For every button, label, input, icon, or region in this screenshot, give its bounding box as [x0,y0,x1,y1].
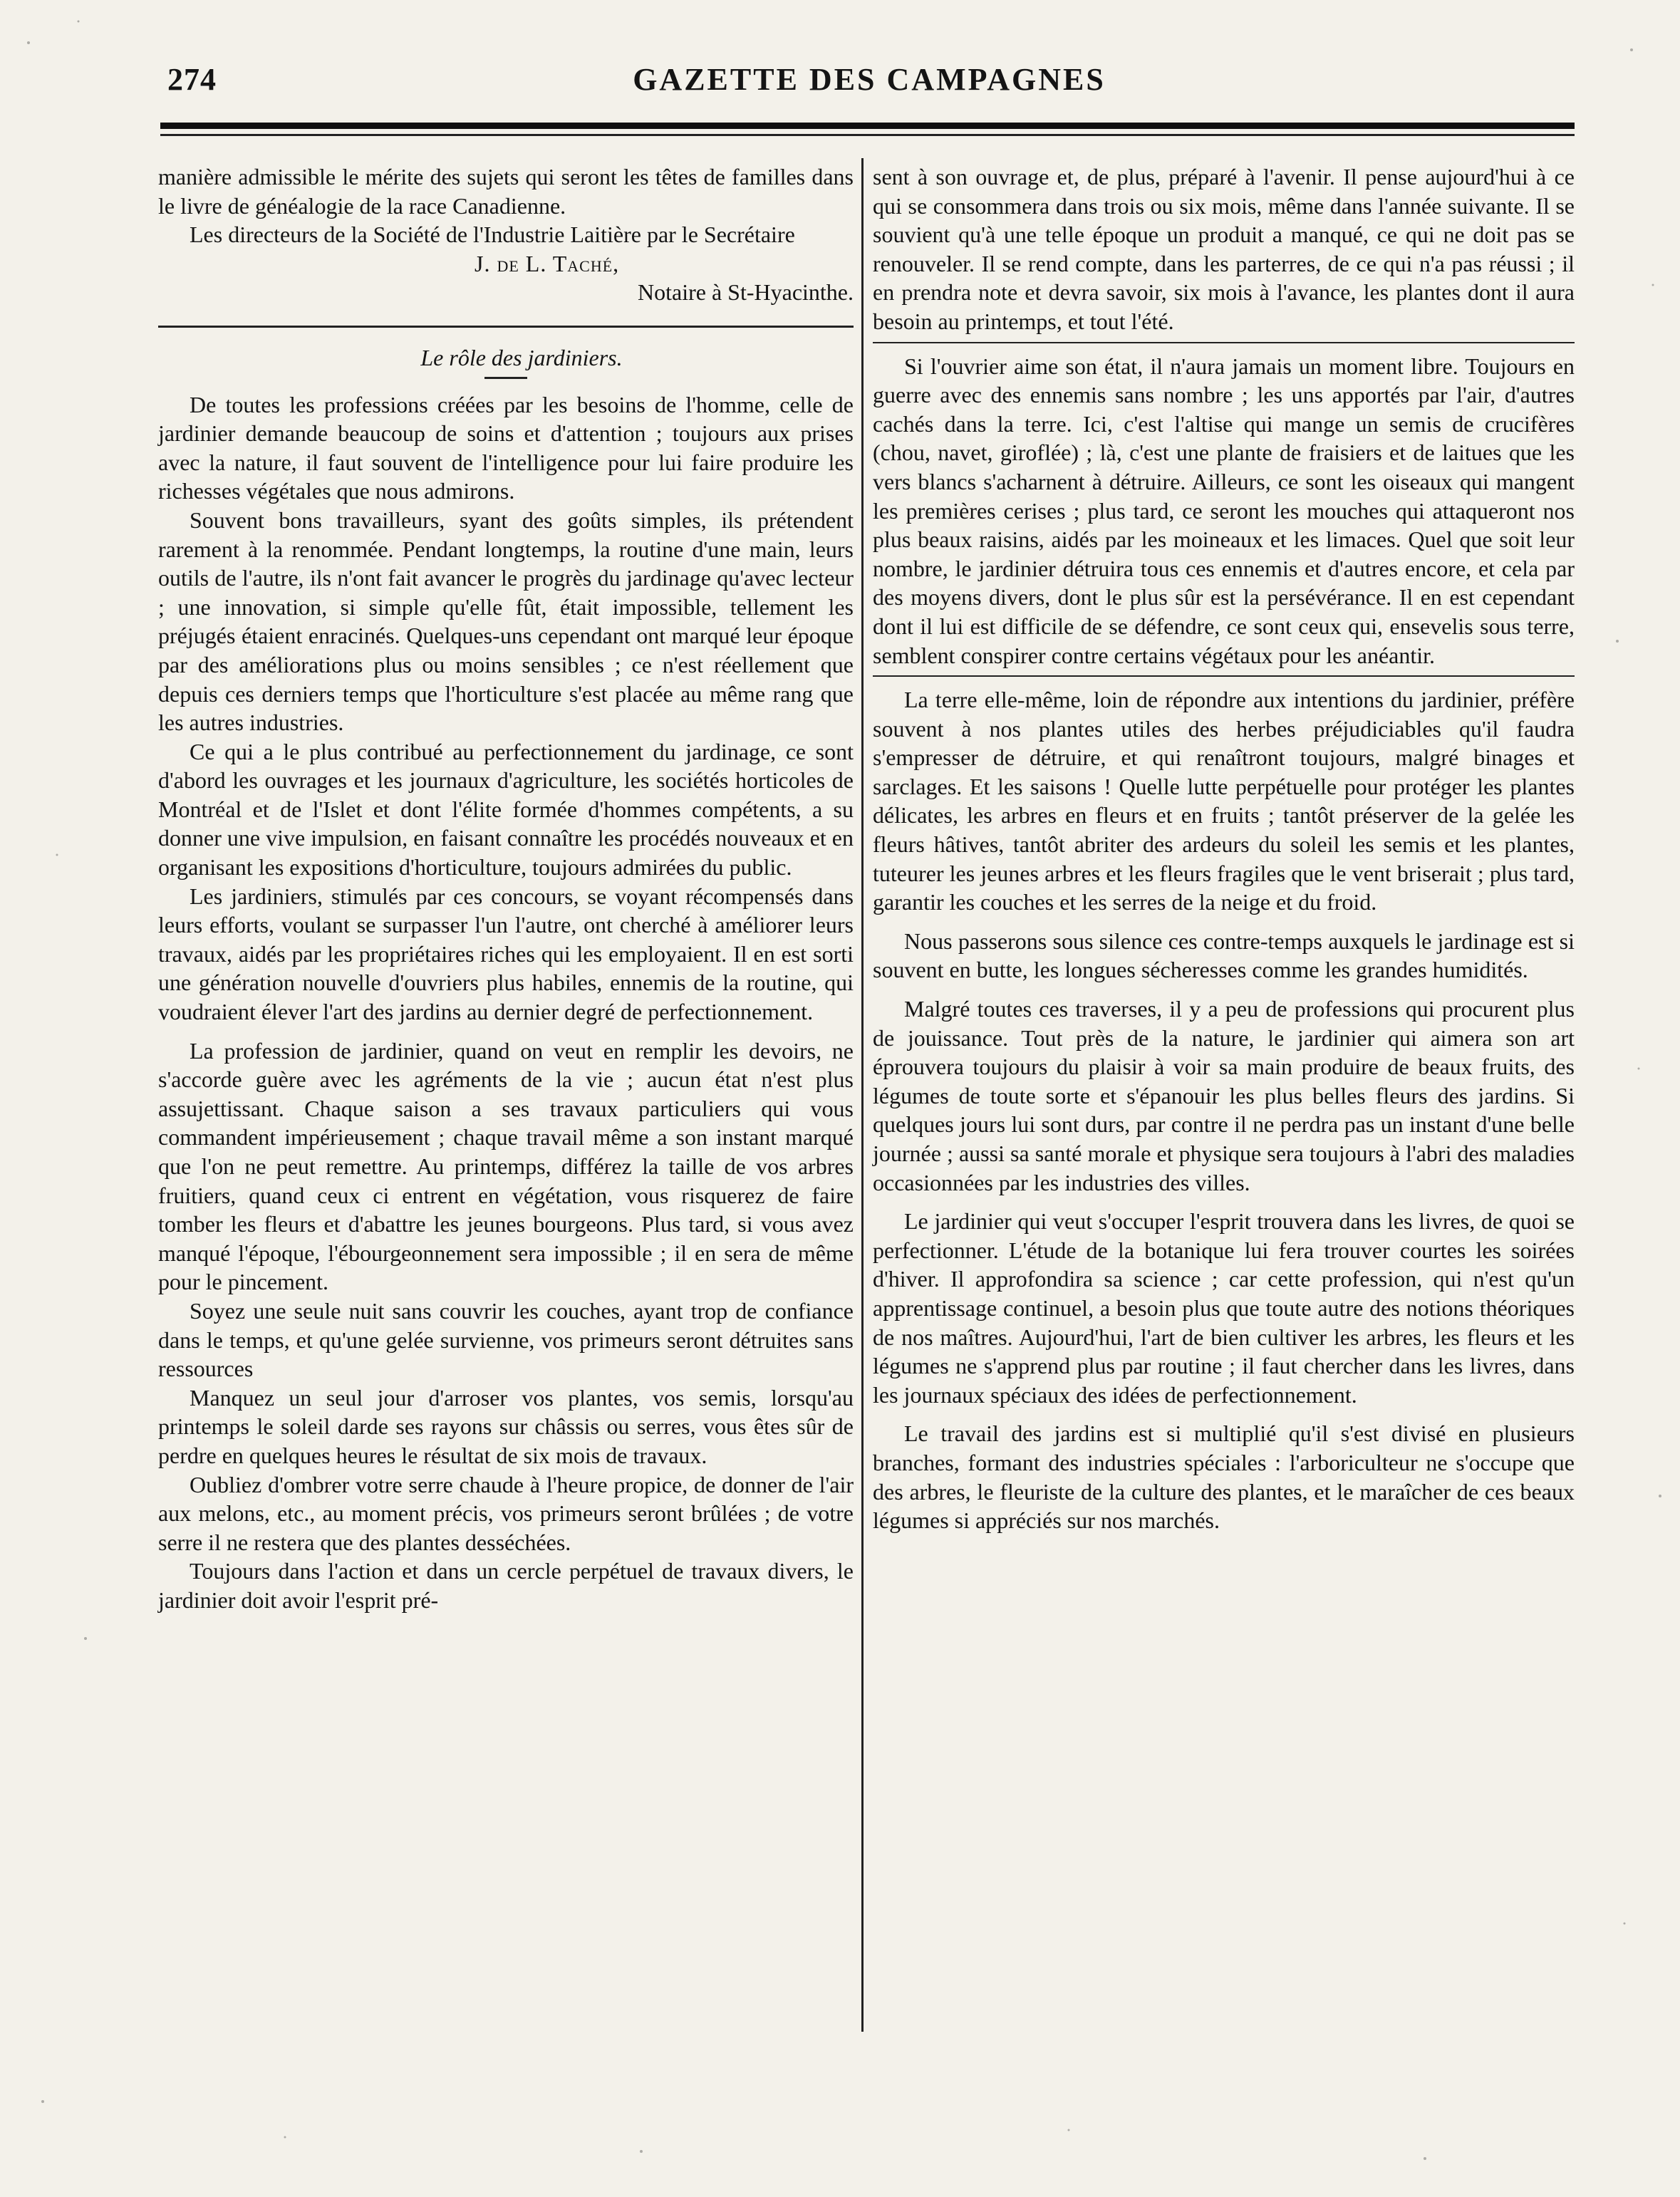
article-paragraph: Toujours dans l'action et dans un cercle perpétuel de travaux divers, le jardinier doit avoir l'esprit pré- [158,1558,854,1613]
page-header [160,58,1578,108]
title-rule [484,377,527,379]
left-column [158,162,854,1615]
article-paragraph: Ce qui a le plus contribué au perfectionnement du jardinage, ce sont d'abord les ouvrages et les journaux d'agriculture, les sociétés horticoles de Montréal et de l'Islet et dont l'élite formée d'hommes compétents, a su donner une vive impulsion, en faisant connaître les procédés nouveaux et en organisant les expositions d'horticulture, toujours admirées du public. [158,738,854,881]
column-divider [861,158,864,2032]
article-paragraph: La profession de jardinier, quand on veut en remplir les devoirs, ne s'accorde guère avec les agréments de la vie ; aucun état n'est plus assujettissant. Chaque saison a ses travaux particuliers qui vous commandent impérieusement ; chaque travail même a son instant marqué que l'on ne peut remettre. Au printemps, différez la taille de vos arbres fruitiers, quand ceux ci entrent en végétation, vous risquerez de faire tomber les fleurs et d'abattre les jeunes bourgeons. Plus tard, si vous avez manqué l'époque, l'ébourgeonnement sera impossible ; il en sera de même pour le pincement. [158,1037,854,1295]
article-paragraph: Le travail des jardins est si multiplié qu'il s'est divisé en plusieurs branches, formant des industries spéciales : l'arboriculteur ne s'occupe que des arbres, le fleuriste de la culture des plantes, et le maraîcher de ces beaux légumes si appréciés sur nos marchés. [873,1420,1575,1534]
paragraph-gap [158,1027,854,1037]
paragraph-gap [873,985,1575,994]
paragraph-gap [873,1197,1575,1207]
header-rule-thick [160,123,1575,129]
paragraph-separator [873,342,1575,352]
signature-place: Notaire à St-Hyacinthe. [638,279,854,306]
header-rule-thin [160,134,1575,136]
page-number: 274 [167,62,217,97]
paragraph-gap [873,917,1575,927]
article-paragraph: Les jardiniers, stimulés par ces concours, se voyant récompensés dans leurs efforts, voulant se surpasser l'un l'autre, ont cherché à améliorer leurs travaux, aidés par les propriétaires riches qui les employaient. Il en est sorti une génération nouvelle d'ouvriers plus habiles, ennemis de la routine, qui voudraient élever l'art des jardins au dernier degré de perfectionnement. [158,883,854,1025]
article-paragraph: sent à son ouvrage et, de plus, préparé à l'avenir. Il pense aujourd'hui à ce qui se consommera dans trois ou six mois, même dans l'année suivante. Il se souvient qu'à une telle époque un produit a manqué, ce qui ne doit pas se renouveler. Il se rend compte, dans les parterres, de ce qui n'a pas réussi ; il en prendra note et devra savoir, six mois à l'avance, les plantes dont il aura besoin au printemps, et tout l'été. [873,164,1575,334]
section-separator [158,326,854,328]
article-paragraph: Malgré toutes ces traverses, il y a peu de professions qui procurent plus de jouissance. Tout près de la nature, le jardinier qui aimera son art éprouvera toujours du plaisir à voir sa main produire de beaux fruits, des légumes de toute sorte et s'épanouir les plus belles fleurs des jardins. Si quelques jours lui sont durs, par contre il ne perdra pas un instant d'une belle journée ; aussi sa santé morale et physique sera toujours à l'abri des maladies occasionnées par les industries des villes. [873,996,1575,1195]
running-title: GAZETTE DES CAMPAGNES [633,62,1106,97]
article-paragraph: De toutes les professions créées par les besoins de l'homme, celle de jardinier demande beaucoup de soins et d'attention ; toujours aux prises avec la nature, il faut souvent de l'intelligence pour lui faire produire les richesses végétales que nous admirons. [158,391,854,504]
paragraph-gap [873,1409,1575,1419]
signature-name [158,249,854,279]
signature-organization: Les directeurs de la Société de l'Industrie Laitière par le Secrétaire [190,222,795,248]
right-column [873,162,1575,1535]
article-paragraph: Manquez un seul jour d'arroser vos plantes, vos semis, lorsqu'au printemps le soleil darde ses rayons sur châssis ou serres, vous êtes sûr de perdre en quelques heures le résultat de six mois de travaux. [158,1384,854,1468]
left-article-body [158,390,854,1615]
article-paragraph: Oubliez d'ombrer votre serre chaude à l'heure propice, de donner de l'air aux melons, etc., au moment précis, vos primeurs seront brûlées ; de votre serre il ne restera que des plantes desséchées. [158,1471,854,1555]
article-paragraph: Soyez une seule nuit sans couvrir les couches, ayant trop de confiance dans le temps, et qu'une gelée survienne, vos primeurs seront détruites sans ressources [158,1297,854,1382]
intro-paragraph: manière admissible le mérite des sujets qui seront les têtes de familles dans le livre de généalogie de la race Canadienne. [158,164,854,219]
article-paragraph: Souvent bons travailleurs, syant des goûts simples, ils prétendent rarement à la renommée. Pendant longtemps, la routine d'une main, leurs outils de l'autre, ils n'ont fait avancer le progrès du jardinage qu'avec lecteur ; une innovation, si simple qu'elle fût, était impossible, tellement les préjugés étaient enracinés. Quelques-uns cependant ont marqué leur époque par des améliorations plus ou moins sensibles ; ce n'est réellement que depuis ces derniers temps que l'horticulture s'est placée au même rang que les autres industries. [158,507,854,736]
article-paragraph: Le jardinier qui veut s'occuper l'esprit trouvera dans les livres, de quoi se perfectionner. L'étude de la botanique lui fera trouver courtes les soirées d'hiver. Il approfondira sa science ; car cette profession, qui n'est qu'un apprentissage continuel, a besoin plus que toute autre des notions théoriques de nos maîtres. Aujourd'hui, l'art de bien cultiver les arbres, les fleurs et les légumes ne s'apprend plus par routine ; il faut chercher dans les livres, dans les journaux spéciaux des idées de perfectionnement. [873,1208,1575,1408]
article-paragraph: Nous passerons sous silence ces contre-temps auxquels le jardinage est si souvent en butte, les longues sécheresses comme les grandes humidités. [873,928,1575,983]
article-paragraph: La terre elle-même, loin de répondre aux intentions du jardinier, préfère souvent à nos plantes utiles des herbes préjudiciables qu'il faudra s'empresser de détruire, et qui renaîtront toujours, malgré binages et sarclages. Et les saisons ! Quelle lutte perpétuelle pour protéger les plantes délicates, les arbres en fleurs et en fruits ; tantôt préserver de la gelée les fleurs hâtives, tantôt abriter des ardeurs du soleil les semis et les plantes, tuteurer les jeunes arbres et les fleurs fragiles que le vent briserait ; plus tard, garantir les couches et les serres de la neige et du froid. [873,687,1575,915]
signature-name-text: J. de L. Taché, [475,250,620,276]
article-paragraph: Si l'ouvrier aime son état, il n'aura jamais un moment libre. Toujours en guerre avec des ennemis sans nombre ; les uns apportés par l'air, d'autres cachés dans la terre. Ici, c'est l'altise qui mange un semis de crucifères (chou, navet, giroflée) ; là, c'est une plante de fraisiers et de laitues que les vers blancs s'acharnent à détruire. Ailleurs, ce sont les oiseaux qui mangent les premières cerises ; plus tard, ce seront les mouches qui attaqueront nos plus beaux raisins, aidés par les moineaux et les limaces. Quel que soit leur nombre, le jardinier détruira tous ces ennemis et d'autres encore, et cela par des moyens divers, dont le plus sûr est la persévérance. Il en est cependant dont il lui est difficile de se défendre, ce sont ceux qui, ensevelis sous terre, semblent conspirer contre certains végétaux pour les anéantir. [873,353,1575,668]
paragraph-separator [873,675,1575,685]
article-title: Le rôle des jardiniers. [420,344,623,370]
